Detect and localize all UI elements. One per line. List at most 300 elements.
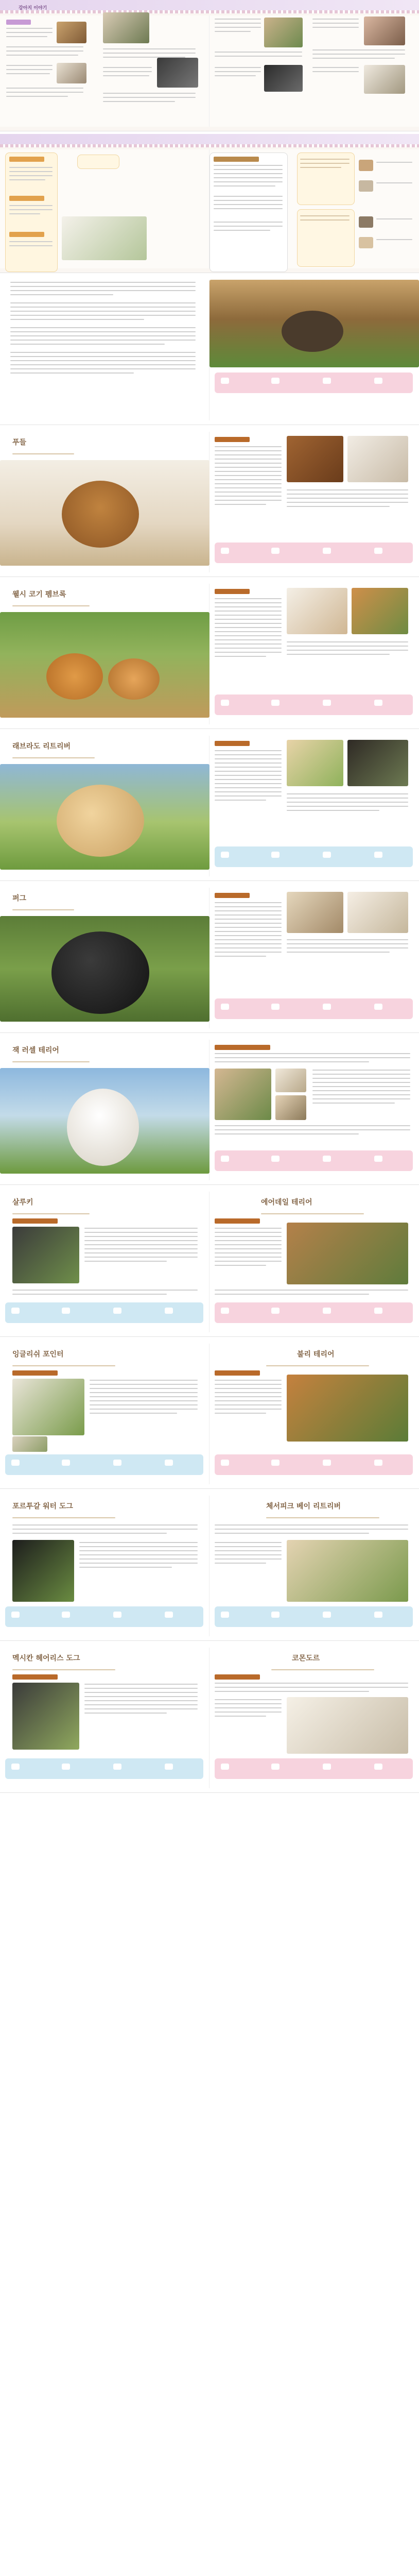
- text-line: [84, 1232, 198, 1233]
- text-line: [215, 1129, 410, 1130]
- dog-icon-photo: [359, 160, 373, 171]
- text-line: [376, 182, 412, 183]
- note-heading: [9, 196, 44, 201]
- text-line: [6, 88, 83, 89]
- text-line: [79, 1546, 198, 1547]
- page-left: [0, 1648, 210, 1788]
- text-line: [84, 1700, 198, 1701]
- info-icon: [323, 1004, 331, 1010]
- text-line: [84, 1236, 198, 1237]
- info-icon: [271, 852, 280, 858]
- text-line: [214, 169, 283, 170]
- decorative-header-band: [0, 134, 419, 144]
- text-line: [287, 494, 408, 495]
- text-line: [287, 489, 408, 490]
- text-line: [9, 205, 53, 206]
- info-icon: [221, 1308, 229, 1314]
- text-line: [215, 1716, 266, 1717]
- title-rule: [266, 1365, 369, 1366]
- info-icon: [374, 1308, 382, 1314]
- pug-silhouette: [51, 931, 149, 1014]
- text-line: [215, 450, 282, 451]
- dog-photo: [347, 740, 408, 786]
- chesapeake-photo: [287, 1540, 408, 1602]
- decorative-header-band: [0, 0, 419, 10]
- spread-breed-1: [0, 276, 419, 425]
- text-line: [215, 914, 282, 916]
- dog-photo: [287, 740, 343, 786]
- lace-border: [0, 144, 419, 147]
- text-line: [103, 93, 196, 94]
- info-icon: [374, 852, 382, 858]
- text-line: [215, 615, 282, 616]
- info-icon: [165, 1612, 173, 1618]
- text-line: [215, 791, 282, 792]
- text-line: [9, 175, 53, 176]
- page-right: [210, 1192, 419, 1332]
- text-line: [215, 1687, 408, 1688]
- text-line: [84, 1684, 198, 1685]
- poodle-silhouette: [62, 481, 139, 548]
- info-icon: [165, 1308, 173, 1314]
- breed-title: 에어데일 테리어: [261, 1198, 312, 1207]
- info-icon: [62, 1460, 70, 1466]
- text-line: [215, 1413, 266, 1414]
- text-line: [312, 1090, 410, 1091]
- text-line: [215, 475, 282, 476]
- pointer-photo-small: [12, 1436, 47, 1452]
- poodle-photo: [0, 460, 210, 566]
- dog-icon-photo: [359, 237, 373, 248]
- breed-title: 웰시 코기 펨브록: [12, 590, 66, 599]
- info-icon: [271, 1764, 280, 1770]
- text-line: [215, 910, 282, 911]
- text-line: [215, 19, 261, 20]
- text-line: [376, 218, 412, 219]
- spread-pug: [0, 884, 419, 1033]
- text-line: [6, 92, 83, 93]
- text-line: [6, 50, 83, 52]
- bullterrier-photo: [287, 1375, 408, 1442]
- page-left: [0, 1192, 210, 1332]
- title-rule: [12, 1517, 115, 1518]
- text-line: [6, 55, 78, 56]
- info-icon: [221, 548, 229, 554]
- text-line: [10, 344, 165, 345]
- dog-photo: [352, 588, 408, 634]
- text-line: [287, 654, 390, 655]
- text-line: [9, 209, 53, 210]
- text-line: [12, 1294, 167, 1295]
- note-box: [210, 152, 288, 272]
- info-icon: [221, 1156, 229, 1162]
- text-line: [6, 73, 50, 74]
- page-left: [0, 1040, 210, 1180]
- text-line: [90, 1409, 198, 1410]
- text-line: [215, 1228, 282, 1229]
- breed-title: 포르투갈 워터 도그: [12, 1502, 73, 1511]
- text-line: [215, 71, 261, 72]
- info-icon: [323, 1764, 331, 1770]
- text-line: [312, 19, 359, 20]
- text-line: [10, 360, 196, 361]
- info-icon: [221, 1004, 229, 1010]
- text-line: [215, 1261, 282, 1262]
- text-line: [215, 935, 282, 936]
- text-line: [287, 952, 390, 953]
- info-icon: [221, 1460, 229, 1466]
- info-icon: [113, 1308, 121, 1314]
- text-line: [215, 454, 282, 455]
- text-line: [215, 1125, 410, 1126]
- page-right: [210, 149, 419, 268]
- spread-intro-2: [0, 134, 419, 273]
- text-line: [6, 69, 53, 70]
- text-line: [215, 487, 282, 488]
- text-line: [215, 1265, 266, 1266]
- text-line: [90, 1392, 198, 1393]
- text-line: [103, 75, 149, 76]
- title-rule: [12, 1061, 90, 1062]
- text-line: [215, 446, 282, 447]
- text-line: [215, 1236, 282, 1237]
- section-heading: [215, 893, 250, 898]
- breed-info-bar: [215, 1454, 413, 1475]
- jackrussell-photo: [0, 1068, 210, 1174]
- page-left: [0, 6, 210, 127]
- text-line: [79, 1550, 198, 1551]
- text-line: [312, 67, 359, 68]
- text-line: [10, 290, 196, 291]
- text-line: [214, 204, 283, 205]
- info-icon: [221, 700, 229, 706]
- text-line: [215, 623, 282, 624]
- info-icon: [113, 1460, 121, 1466]
- info-icon: [11, 1308, 20, 1314]
- breed-title: 퍼그: [12, 894, 27, 903]
- title-rule: [271, 1669, 374, 1670]
- text-line: [214, 173, 283, 174]
- text-line: [215, 467, 282, 468]
- text-line: [84, 1261, 167, 1262]
- text-line: [215, 643, 282, 645]
- text-line: [287, 498, 408, 499]
- text-line: [215, 1290, 408, 1291]
- text-line: [10, 356, 196, 357]
- section-tag: [6, 20, 31, 25]
- text-line: [215, 1388, 282, 1389]
- breed-info-bar: [215, 543, 413, 563]
- page-right: [210, 15, 419, 127]
- text-line: [215, 1542, 282, 1543]
- text-line: [215, 1533, 369, 1534]
- text-line: [12, 1290, 198, 1291]
- tip-box: [297, 152, 355, 205]
- breed-title: 푸들: [12, 438, 27, 447]
- breed-info-bar: [5, 1758, 203, 1779]
- dog-photo: [287, 588, 347, 634]
- info-icon: [271, 378, 280, 384]
- text-line: [9, 179, 45, 180]
- title-rule: [12, 453, 74, 454]
- text-line: [287, 943, 408, 944]
- page-right: [210, 432, 419, 572]
- title-rule: [261, 1213, 364, 1214]
- text-line: [10, 302, 196, 303]
- text-line: [84, 1244, 198, 1245]
- section-heading: [215, 1674, 260, 1680]
- text-line: [215, 463, 282, 464]
- text-line: [215, 67, 261, 68]
- info-icon: [221, 378, 229, 384]
- dog-photo: [57, 63, 86, 83]
- breed-title: 코몬도르: [292, 1654, 320, 1663]
- page-left: [0, 888, 210, 1028]
- text-line: [215, 771, 282, 772]
- text-line: [10, 340, 196, 341]
- text-line: [84, 1692, 198, 1693]
- text-line: [215, 1707, 282, 1708]
- text-line: [6, 65, 53, 66]
- text-line: [215, 767, 282, 768]
- info-icon: [271, 548, 280, 554]
- breed-info-bar: [5, 1454, 203, 1475]
- text-line: [215, 1691, 369, 1692]
- text-line: [215, 1396, 282, 1397]
- text-line: [10, 327, 196, 328]
- dog-photo: [275, 1069, 306, 1092]
- info-icon: [62, 1308, 70, 1314]
- spread-labrador: [0, 732, 419, 881]
- section-heading: [215, 1218, 260, 1224]
- text-line: [300, 159, 350, 160]
- text-line: [215, 619, 282, 620]
- text-line: [215, 1392, 282, 1393]
- breed-title: 래브라도 리트리버: [12, 742, 71, 751]
- text-line: [215, 931, 282, 932]
- text-line: [312, 23, 359, 24]
- text-line: [215, 504, 266, 505]
- spread-pair-4: [0, 1643, 419, 1793]
- dog-photo: [264, 18, 303, 47]
- text-line: [287, 506, 390, 507]
- text-line: [79, 1542, 198, 1543]
- text-line: [103, 101, 175, 102]
- text-line: [300, 167, 341, 168]
- section-heading: [215, 437, 250, 442]
- text-line: [84, 1252, 198, 1253]
- text-line: [312, 54, 405, 55]
- breed-info-bar: [215, 372, 413, 393]
- text-line: [79, 1554, 198, 1555]
- info-icon: [374, 1004, 382, 1010]
- jackrussell-silhouette: [67, 1089, 139, 1166]
- section-heading: [12, 1674, 58, 1680]
- text-line: [287, 810, 379, 811]
- text-line: [215, 652, 282, 653]
- hero-dog-photo: [210, 280, 419, 367]
- text-line: [214, 230, 270, 231]
- text-line: [103, 97, 196, 98]
- text-line: [215, 947, 282, 948]
- text-line: [215, 1257, 282, 1258]
- text-line: [312, 1098, 410, 1099]
- labrador-silhouette: [57, 785, 144, 857]
- dog-photo: [57, 22, 86, 43]
- text-line: [9, 171, 53, 172]
- text-line: [84, 1704, 198, 1705]
- text-line: [215, 492, 282, 493]
- text-line: [103, 53, 196, 54]
- dog-photo: [103, 12, 149, 43]
- text-line: [215, 1252, 282, 1253]
- text-line: [214, 222, 283, 223]
- text-line: [215, 952, 282, 953]
- text-line: [79, 1558, 198, 1560]
- hairless-photo: [12, 1683, 79, 1750]
- page-left: [0, 432, 210, 572]
- text-line: [215, 754, 282, 755]
- info-icon: [374, 1612, 382, 1618]
- text-line: [215, 639, 282, 640]
- note-heading: [9, 232, 44, 237]
- info-icon: [323, 852, 331, 858]
- text-line: [215, 1554, 282, 1555]
- text-line: [12, 1533, 167, 1534]
- page-left: [0, 1496, 210, 1636]
- text-line: [215, 758, 282, 759]
- page-right: [210, 736, 419, 876]
- text-line: [215, 1240, 282, 1241]
- info-icon: [165, 1460, 173, 1466]
- text-line: [84, 1696, 198, 1697]
- title-rule: [12, 757, 95, 758]
- breed-info-bar: [215, 846, 413, 867]
- info-icon: [271, 1308, 280, 1314]
- komondor-photo: [287, 1697, 408, 1754]
- text-line: [312, 58, 395, 59]
- text-line: [90, 1413, 177, 1414]
- title-rule: [12, 1213, 90, 1214]
- text-line: [215, 1244, 282, 1245]
- text-line: [214, 181, 283, 182]
- text-line: [10, 352, 196, 353]
- text-line: [300, 219, 350, 221]
- note-box: [5, 152, 58, 272]
- dog-photo: [347, 436, 408, 482]
- text-line: [215, 1558, 282, 1560]
- note-heading: [214, 157, 259, 162]
- info-icon: [374, 378, 382, 384]
- callout-bubble: [77, 155, 119, 169]
- spread-jackrussell: [0, 1036, 419, 1185]
- text-line: [215, 598, 282, 599]
- text-line: [312, 1078, 410, 1079]
- text-line: [214, 177, 283, 178]
- dog-icon-photo: [359, 216, 373, 228]
- info-icon: [323, 1156, 331, 1162]
- info-icon: [271, 1460, 280, 1466]
- text-line: [312, 1082, 410, 1083]
- page-left: [0, 149, 210, 268]
- text-line: [6, 28, 53, 29]
- text-line: [215, 1248, 282, 1249]
- text-line: [84, 1248, 198, 1249]
- text-line: [9, 241, 53, 242]
- text-line: [215, 762, 282, 764]
- text-line: [312, 1094, 410, 1095]
- text-line: [300, 215, 350, 216]
- dog-photo: [347, 892, 408, 933]
- info-icon: [113, 1764, 121, 1770]
- text-line: [10, 294, 113, 295]
- section-heading: [215, 589, 250, 594]
- section-heading: [12, 1218, 58, 1224]
- title-rule: [12, 1365, 115, 1366]
- info-icon: [271, 700, 280, 706]
- text-line: [215, 1061, 369, 1062]
- text-line: [215, 795, 282, 796]
- text-line: [90, 1396, 198, 1397]
- page-left: [0, 584, 210, 724]
- puppies-photo: [62, 216, 147, 260]
- text-line: [215, 56, 302, 57]
- breed-info-bar: [215, 1606, 413, 1627]
- info-icon: [374, 548, 382, 554]
- page-right: [210, 1344, 419, 1484]
- info-icon: [323, 548, 331, 554]
- text-line: [287, 646, 408, 647]
- info-icon: [374, 1764, 382, 1770]
- text-line: [215, 1703, 282, 1704]
- info-icon: [323, 1460, 331, 1466]
- title-rule: [12, 605, 90, 606]
- text-line: [12, 1529, 198, 1530]
- text-line: [214, 165, 283, 166]
- text-line: [215, 606, 282, 607]
- text-line: [6, 46, 83, 47]
- chapter-title: 강아지 이야기: [19, 6, 47, 11]
- text-line: [10, 319, 144, 320]
- text-line: [215, 1683, 408, 1684]
- info-icon: [374, 700, 382, 706]
- info-icon: [323, 1612, 331, 1618]
- text-line: [215, 496, 282, 497]
- text-line: [10, 307, 196, 308]
- text-line: [215, 635, 282, 636]
- text-line: [214, 226, 283, 227]
- text-line: [9, 213, 40, 214]
- corgi-silhouette: [108, 658, 160, 700]
- text-line: [300, 163, 350, 164]
- text-line: [84, 1240, 198, 1241]
- spread-poodle: [0, 428, 419, 577]
- text-line: [215, 943, 282, 944]
- dog-photo: [275, 1095, 306, 1120]
- text-line: [215, 75, 256, 76]
- text-line: [312, 1074, 410, 1075]
- page-right: [210, 1040, 419, 1180]
- text-line: [312, 1086, 410, 1087]
- text-line: [215, 648, 282, 649]
- breed-info-bar: [215, 1302, 413, 1323]
- text-line: [10, 372, 134, 374]
- text-line: [10, 335, 196, 336]
- text-line: [6, 96, 68, 97]
- dog-photo: [287, 436, 343, 482]
- text-line: [215, 919, 282, 920]
- text-line: [79, 1567, 172, 1568]
